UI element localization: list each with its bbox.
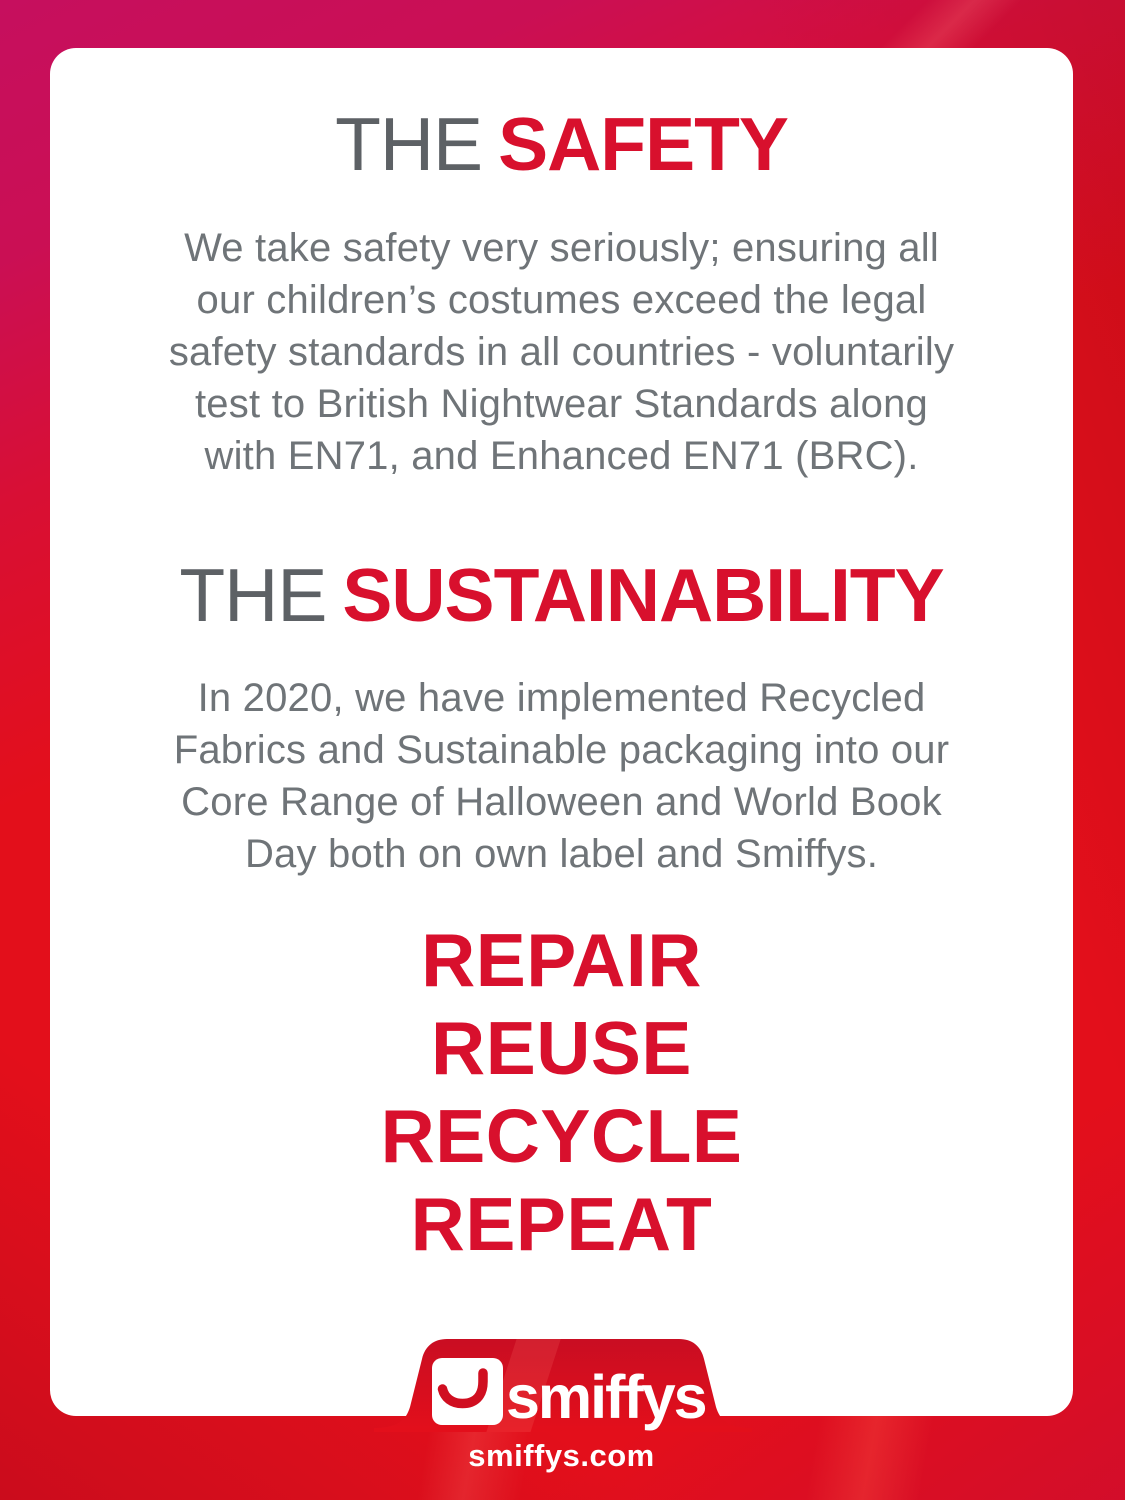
trademark-symbol: ™ <box>708 1372 728 1393</box>
safety-heading-main: SAFETY <box>498 102 788 186</box>
sustainability-heading <box>50 554 1073 637</box>
safety-heading-prefix: THE <box>335 102 483 186</box>
safety-paragraph: We take safety very seriously; ensuring all our children’s costumes exceed the legal safety standards in all countries - voluntarily test to British Nightwear Standards along with EN71, and Enhanced EN71 (BRC). <box>168 225 955 478</box>
website-url: smiffys.com <box>468 1438 655 1473</box>
brand-wordmark <box>506 1352 728 1442</box>
mantra-list: REPAIR REUSE RECYCLE REPEAT <box>380 918 743 1266</box>
info-card <box>50 48 1073 1416</box>
safety-heading <box>50 103 1073 186</box>
sustainability-paragraph: In 2020, we have implemented Recycled Fabrics and Sustainable packaging into our Core Range of Halloween and World Book Day both on own label and Smiffys. <box>173 676 950 876</box>
sustainability-heading-main: SUSTAINABILITY <box>342 552 944 637</box>
sustainability-heading-prefix: THE <box>179 552 327 637</box>
smile-icon <box>432 1358 503 1425</box>
brand-name: smiffys <box>506 1363 706 1431</box>
